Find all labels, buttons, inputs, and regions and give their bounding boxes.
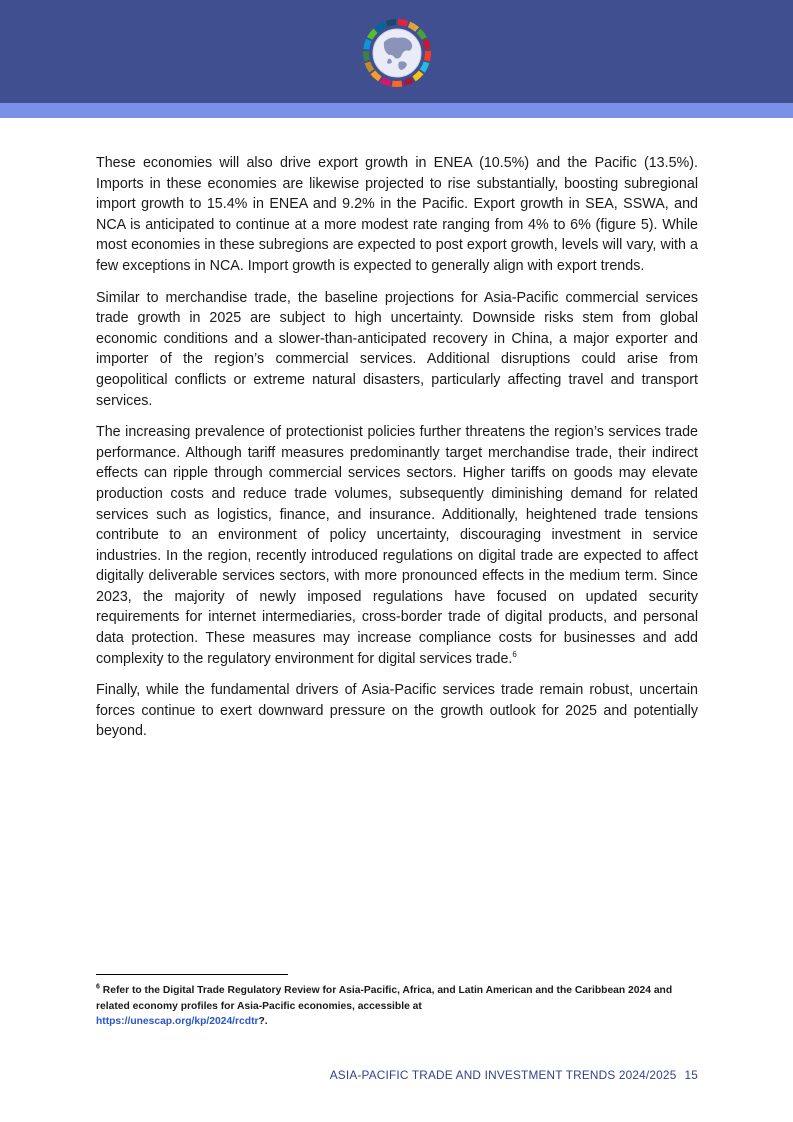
- page-number: 15: [684, 1068, 698, 1082]
- logo-ring-segment: [427, 51, 428, 61]
- footnote-divider: [96, 974, 288, 975]
- logo-ring-segment: [381, 80, 390, 83]
- logo-ring-segment: [404, 80, 413, 83]
- header-stripe: [0, 103, 793, 118]
- paragraph-2: Similar to merchandise trade, the baseline projections for Asia-Pacific commercial services trade growth in 2025 are subject to high uncertainty. Downside risks stem from global economic conditions and a slower-than-anticipated recovery in China, a major exporter and importer of the region’s commercial services. Additional disruptions could arise from geopolitical conflicts or extreme natural disasters, particularly affecting travel and transport services.: [96, 289, 698, 409]
- body-text: [96, 153, 698, 753]
- footnote-number: 6: [96, 983, 100, 991]
- footnote-reference[interactable]: 6: [512, 649, 517, 659]
- logo-ring-segment: [409, 24, 417, 29]
- footnote-link[interactable]: https://unescap.org/kp/2024/rcdtr: [96, 1016, 259, 1027]
- paragraph-3-text: The increasing prevalence of protectionist policies further threatens the region’s services trade performance. Although tariff measures predominantly target merchandise trade, their indirect effects can ripple through commercial services sectors. Higher tariffs on goods may elevate production costs and reduce trade volumes, subsequently diminishing demand for related services such as logistics, finance, and insurance. Additionally, heightened trade tensions contribute to an environment of policy uncertainty, discouraging investment in service industries. In the region, recently introduced regulations on digital trade are expected to affect digitally deliverable services sectors, with more pronounced effects in the medium term. Since 2023, the majority of newly imposed regulations have focused on updated security requirements for internet intermediaries, cross-border trade of digital products, and personal data protection. These measures may increase compliance costs for businesses and add complexity to the regulatory environment for digital services trade.: [96, 424, 698, 667]
- logo-ring-segment: [367, 62, 371, 71]
- footnote-text: Refer to the Digital Trade Regulatory Review for Asia-Pacific, Africa, and Latin American and the Caribbean 2024 and related economy profiles for Asia-Pacific economies, accessible at: [96, 985, 673, 1012]
- logo-ring-segment: [398, 22, 407, 24]
- logo-ring-segment: [422, 62, 426, 71]
- page-footer: [330, 1068, 698, 1082]
- logo-ring-segment: [366, 40, 369, 49]
- escap-sdg-globe-logo-icon: [362, 18, 432, 88]
- logo-ring-segment: [370, 31, 376, 39]
- logo-ring-segment: [377, 24, 385, 29]
- logo-ring-segment: [414, 72, 421, 78]
- logo-ring-segment: [387, 22, 396, 24]
- paragraph-3: [96, 422, 698, 669]
- footer-title: ASIA-PACIFIC TRADE AND INVESTMENT TRENDS 2024/2025: [329, 1068, 677, 1082]
- logo-ring-segment: [366, 51, 367, 61]
- logo-ring-segment: [425, 40, 428, 49]
- footnote: [96, 983, 696, 1030]
- footnote-link-suffix: ?.: [258, 1016, 268, 1027]
- paragraph-1: These economies will also drive export growth in ENEA (10.5%) and the Pacific (13.5%). Imports in these economies are likewise projected to rise substantially, boosting subregional import growth to 15.4% in ENEA and 9.2% in the Pacific. Export growth in SEA, SSWA, and NCA is anticipated to continue at a more modest rate ranging from 4% to 6% (figure 5). While most economies in these subregions are expected to post export growth, levels will vary, with a few exceptions in NCA. Import growth is expected to generally align with export trends.: [96, 155, 698, 274]
- paragraph-4: Finally, while the fundamental drivers of Asia-Pacific services trade remain robust, uncertain forces continue to exert downward pressure on the growth outlook for 2025 and potentially beyond.: [96, 682, 698, 740]
- logo-ring-segment: [373, 72, 380, 78]
- logo-ring-segment: [419, 31, 425, 39]
